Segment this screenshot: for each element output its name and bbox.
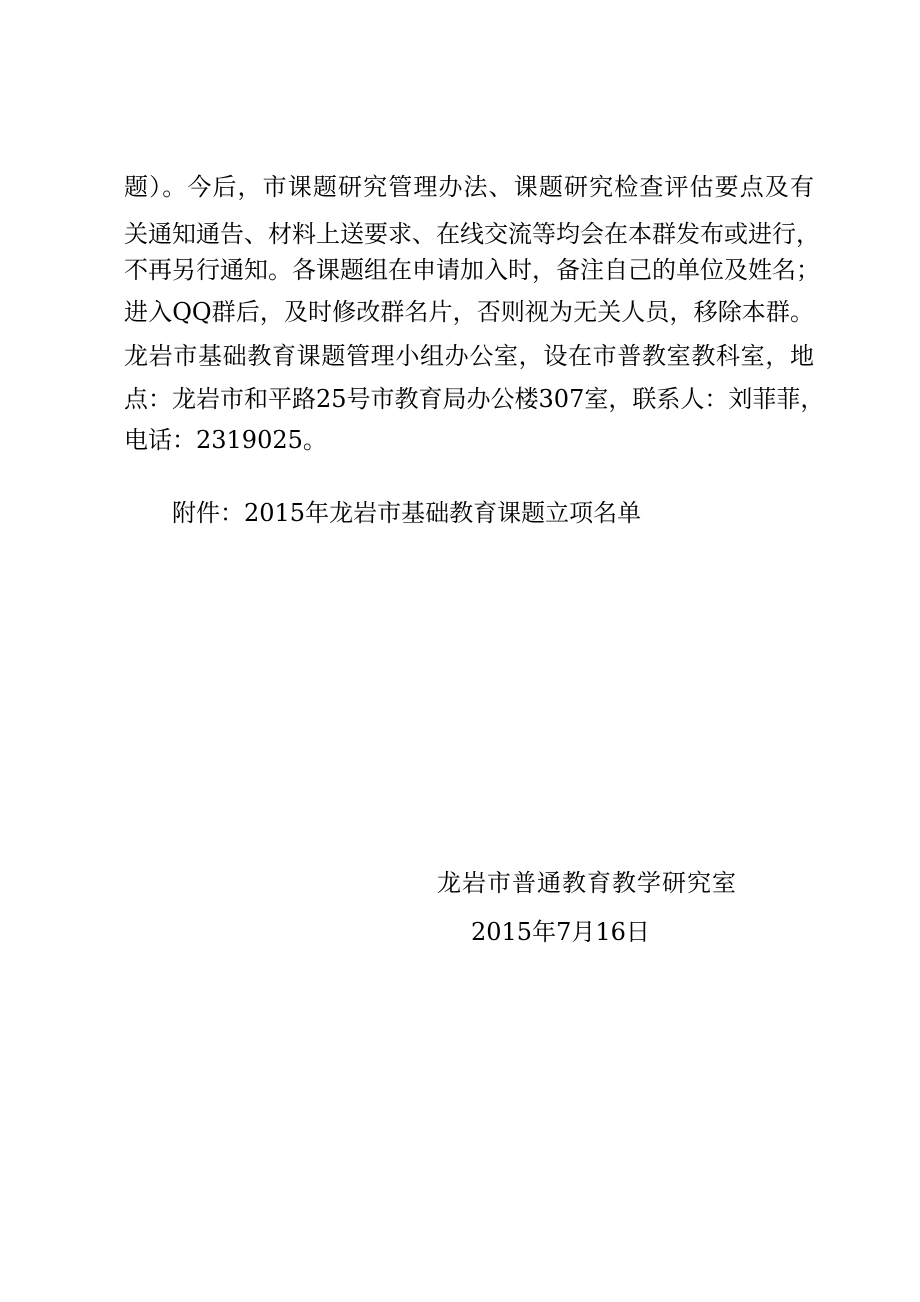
signature-organization: 龙岩市普通教育教学研究室	[437, 869, 737, 897]
body-line: 点：龙岩市和平路25号市教育局办公楼307室，联系人：刘菲菲，	[124, 385, 825, 413]
body-line: 电话：2319025。	[124, 426, 327, 454]
body-line: 题）。今后，市课题研究管理办法、课题研究检查评估要点及有	[124, 173, 814, 201]
attachment-note: 附件：2015年龙岩市基础教育课题立项名单	[172, 499, 642, 527]
body-line: 不再另行通知。各课题组在申请加入时，备注自己的单位及姓名；	[124, 256, 820, 284]
body-line: 关通知通告、材料上送要求、在线交流等均会在本群发布或进行，	[124, 220, 820, 248]
body-line: 进入QQ群后，及时修改群名片，否则视为无关人员，移除本群。	[124, 298, 814, 326]
signature-date: 2015年7月16日	[471, 918, 650, 946]
body-line: 龙岩市基础教育课题管理小组办公室，设在市普教室教科室，地	[124, 342, 814, 370]
